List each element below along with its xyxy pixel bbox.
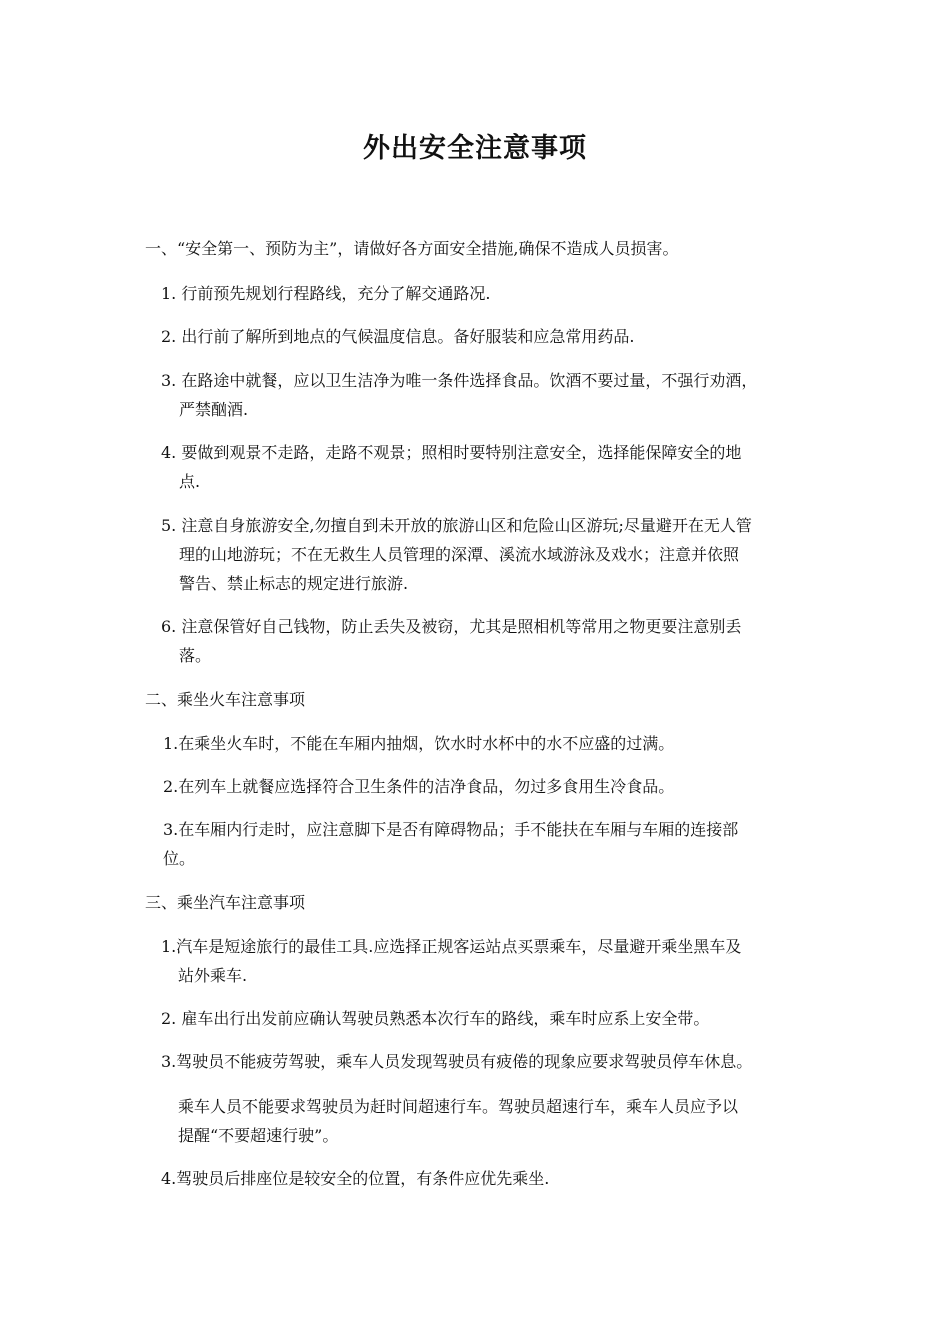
section-heading-2: 二、乘坐火车注意事项 bbox=[145, 690, 306, 709]
list-item-3-3-note: 乘车人员不能要求驾驶员为赶时间超速行车。驾驶员超速行车，乘车人员应予以 bbox=[178, 1097, 739, 1116]
list-item-3-1-cont: 站外乘车. bbox=[178, 966, 248, 985]
list-item-1-1: 1. 行前预先规划行程路线，充分了解交通路况. bbox=[161, 284, 491, 303]
list-item-1-5-cont-2: 警告、禁止标志的规定进行旅游. bbox=[179, 574, 409, 593]
list-item-3-4: 4.驾驶员后排座位是较安全的位置，有条件应优先乘坐. bbox=[161, 1169, 550, 1188]
list-item-1-6-cont: 落。 bbox=[179, 646, 212, 665]
list-item-3-3: 3.驾驶员不能疲劳驾驶，乘车人员发现驾驶员有疲倦的现象应要求驾驶员停车休息。 bbox=[161, 1052, 753, 1071]
list-item-1-2: 2. 出行前了解所到地点的气候温度信息。备好服装和应急常用药品. bbox=[161, 327, 635, 346]
list-item-1-5-cont-1: 理的山地游玩；不在无救生人员管理的深潭、溪流水域游泳及戏水；注意并依照 bbox=[179, 545, 740, 564]
list-item-1-3: 3. 在路途中就餐，应以卫生洁净为唯一条件选择食品。饮酒不要过量，不强行劝酒， bbox=[161, 371, 758, 390]
list-item-1-6: 6. 注意保管好自己钱物，防止丢失及被窃，尤其是照相机等常用之物更要注意别丢 bbox=[161, 617, 742, 636]
list-item-1-4-cont: 点. bbox=[179, 472, 201, 491]
list-item-3-1: 1.汽车是短途旅行的最佳工具.应选择正规客运站点买票乘车，尽量避开乘坐黑车及 bbox=[161, 937, 742, 956]
list-item-2-3-cont: 位。 bbox=[163, 849, 196, 868]
list-item-2-1: 1.在乘坐火车时，不能在车厢内抽烟，饮水时水杯中的水不应盛的过满。 bbox=[163, 734, 675, 753]
list-item-3-3-note-cont: 提醒“不要超速行驶”。 bbox=[178, 1126, 339, 1145]
list-item-1-3-cont: 严禁酗酒. bbox=[179, 400, 249, 419]
list-item-2-3: 3.在车厢内行走时，应注意脚下是否有障碍物品；手不能扶在车厢与车厢的连接部 bbox=[163, 820, 739, 839]
list-item-1-5: 5. 注意自身旅游安全,勿擅自到未开放的旅游山区和危险山区游玩;尽量避开在无人管 bbox=[161, 516, 752, 535]
section-heading-3: 三、乘坐汽车注意事项 bbox=[145, 893, 306, 912]
list-item-1-4: 4. 要做到观景不走路，走路不观景；照相时要特别注意安全，选择能保障安全的地 bbox=[161, 443, 742, 462]
section-heading-1: 一、“安全第一、预防为主”，请做好各方面安全措施,确保不造成人员损害。 bbox=[145, 239, 679, 258]
document-title: 外出安全注意事项 bbox=[363, 133, 587, 164]
list-item-2-2: 2.在列车上就餐应选择符合卫生条件的洁净食品，勿过多食用生冷食品。 bbox=[163, 777, 675, 796]
list-item-3-2: 2. 雇车出行出发前应确认驾驶员熟悉本次行车的路线，乘车时应系上安全带。 bbox=[161, 1009, 710, 1028]
